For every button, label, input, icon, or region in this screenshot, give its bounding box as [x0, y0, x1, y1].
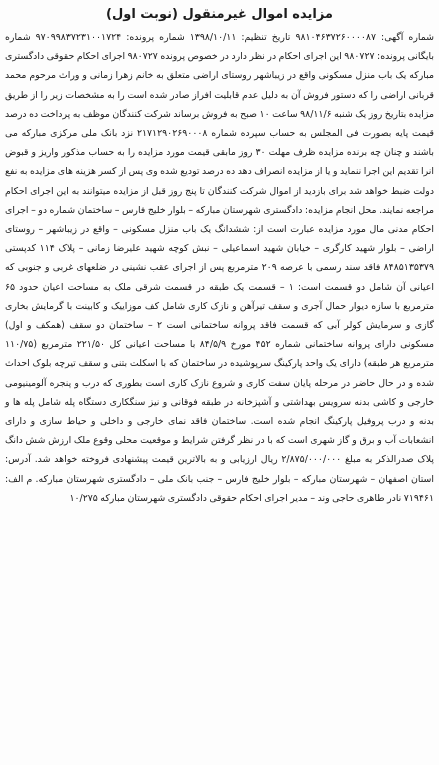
notice-title: مزایده اموال غیرمنقول (نوبت اول): [106, 7, 333, 22]
notice-body: شماره آگهی: ۹۸۱۰۴۶۳۷۲۶۰۰۰۰۸۷ تاریخ تنظیم: ۱۳۹۸/۱۰/۱۱ شماره پرونده: ۹۷۰۹۹۸۳۷۲۳۱۰۰۱۷۲۴ شماره بایگانی پرونده: ۹۸۰۷۲۷ این اجرای احکام در نظر دارد در خصوص پرونده ۹۸۰۷۲۷ اجرای احکام حقوقی دادگستری مبارکه یک باب منزل مسکونی واقع در زیباشهر روستای اراضی متعلق به خانم زهرا زمانی و وراث مرحوم محمد قربانی اراضی را که دستور فروش آن به دلیل عدم قابلیت افراز صادر شده است را به مشخصات زیر را از طریق مزایده بتاریخ روز یک شنبه ۹۸/۱۱/۶ ساعت ۱۰ صبح به فروش برساند شرکت کنندگان موظف به پرداخت ده درصد قیمت پایه بصورت فی المجلس به حساب سپرده شماره ۲۱۷۱۲۹۰۲۶۹۰۰۰۸ نزد بانک ملی مرکزی مبارکه می باشند و چنان چه برنده مزایده ظرف مهلت ۳۰ روز مابقی قیمت مورد مزایده را به حساب مذکور واریز و قبوض انرا تقدیم این اجرا ننماید و یا از مزایده انصراف دهد ده درصد تودیع شده وی پس از کسر هزینه های مزایده به نفع دولت ضبط خواهد شد برای بازدید از اموال شرکت کنندگان تا پنج روز قبل از مزایده میتوانند به این اجرای احکام مراجعه نمایند. محل انجام مزایده: دادگستری شهرستان مبارکه – بلوار خلیج فارس – ساختمان شماره دو – اجرای احکام مدنی مال مورد مزایده عبارت است از: ششدانگ یک باب منزل مسکونی – واقع در زیباشهر – روستای اراضی – بلوار شهید کارگری – خیابان شهید اسماعیلی – نبش کوچه شهید علیرضا زمانی – پلاک ۱۱۴ کدپستی ۸۴۸۵۱۳۵۳۷۹ فاقد سند رسمی با عرصه ۲۰۹ مترمربع پس از اجرای عقب نشینی در ضلعهای غربی و جنوبی که اعیانی آن شامل دو قسمت است: ۱ – قسمت یک طبقه در قسمت شرقی ملک به مساحت اعیان حدود ۶۵ مترمربع با سازه دیوار حمال آجری و سقف تیرآهن و نازک کاری شامل کف موزاییک و کابینت با گرمایش بخاری گازی و سرمایش کولر آبی که قسمت فاقد پروانه ساختمانی است ۲ – ساختمان دو سقف (همکف و اول) مسکونی دارای پروانه ساختمانی شماره ۴۵۲ مورخ ۸۴/۵/۹ با مساحت اعیانی کل ۲۲۱/۵۰ مترمربع (۱۱۰/۷۵ مترمربع هر طبقه) دارای یک واحد پارکینگ سرپوشیده در ساختمان که با اسکلت بتنی و سقف تیرچه بلوک احداث شده و در حال حاضر در مرحله پایان سفت کاری و شروع نازک کاری است بطوری که درب و پنجره آلومینیومی خارجی و کاشی بدنه سرویس بهداشتی و آشپزخانه در طبقه فوقانی و نیز سنگکاری دستگاه پله شامل پله ها و بدنه و درب پروفیل پارکینگ انجام شده است. ساختمان فاقد نمای خارجی و داخلی و حیاط سازی و دارای انشعابات آب و برق و گاز شهری است که با در نظر گرفتن شرایط و موقعیت محلی وقوع ملک ارزش شش دانگ پلاک صدرالذکر به مبلغ ۲/۸۷۵/۰۰۰/۰۰۰ ریال ارزیابی و به بالاترین قیمت پیشنهادی فروخته خواهد شد. آدرس: استان اصفهان – شهرستان مبارکه – بلوار خلیج فارس – جنب بانک ملی – دادگستری شهرستان مبارکه. م الف: ۷۱۹۴۶۱ نادر طاهری حاجی وند – مدیر اجرای احکام حقوقی دادگستری شهرستان مبارکه ۱۰/۲۷۵: [5, 32, 435, 504]
